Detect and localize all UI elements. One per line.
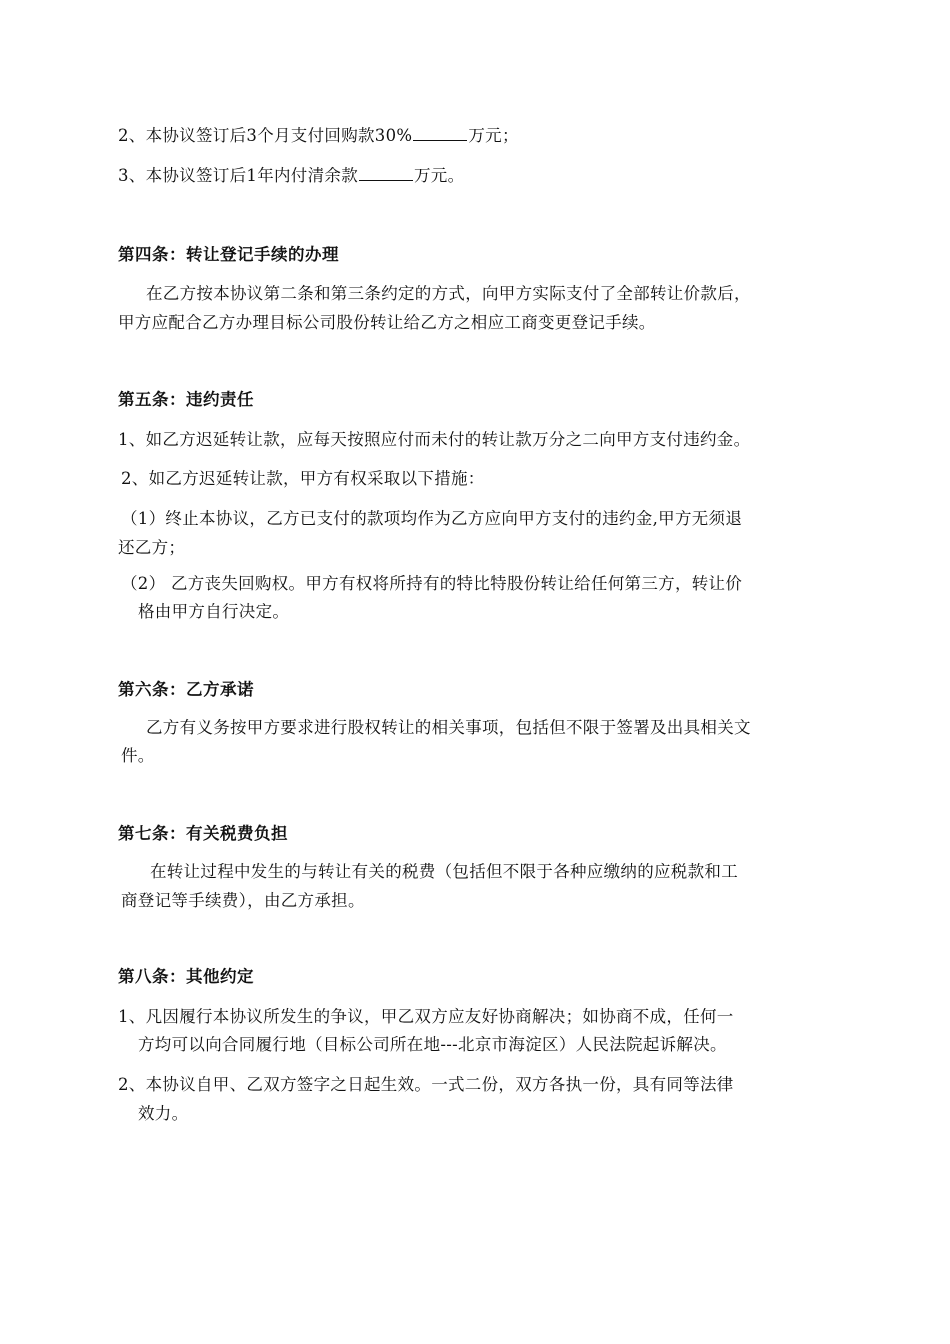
article-5-sub-2-line-2: 格由甲方自行决定。 bbox=[138, 602, 290, 621]
article-8-item-1-line-1: 1、凡因履行本协议所发生的争议，甲乙双方应友好协商解决；如协商不成，任何一 bbox=[118, 1007, 734, 1026]
article-5-heading: 第五条：违约责任 bbox=[118, 390, 254, 409]
payment-item-2-unit: 万元； bbox=[468, 126, 519, 145]
article-6-paragraph-line-2: 件。 bbox=[121, 746, 155, 765]
article-8-item-1-line-2: 方均可以向合同履行地（目标公司所在地---北京市海淀区）人民法院起诉解决。 bbox=[138, 1035, 727, 1054]
article-5-sub-1-line-1: （1）终止本协议，乙方已支付的款项均作为乙方应向甲方支付的违约金,甲方无须退 bbox=[121, 509, 743, 528]
article-5-sub-1-line-2: 还乙方； bbox=[118, 538, 186, 557]
payment-item-3-unit: 万元。 bbox=[414, 166, 465, 185]
article-8-heading: 第八条：其他约定 bbox=[118, 967, 254, 986]
article-6-paragraph-line-1: 乙方有义务按甲方要求进行股权转让的相关事项，包括但不限于签署及出具相关文 bbox=[146, 718, 751, 737]
article-4-heading: 第四条：转让登记手续的办理 bbox=[118, 245, 339, 264]
payment-item-3-text: 3、本协议签订后1年内付清余款 bbox=[118, 166, 358, 185]
article-7-heading: 第七条：有关税费负担 bbox=[118, 824, 288, 843]
payment-item-3 bbox=[118, 166, 838, 186]
article-5-item-2: 2、如乙方迟延转让款，甲方有权采取以下措施： bbox=[121, 469, 485, 488]
payment-item-2 bbox=[118, 126, 838, 146]
article-5-sub-2-line-1: （2） 乙方丧失回购权。甲方有权将所持有的特比特股份转让给任何第三方，转让价 bbox=[121, 574, 743, 593]
article-7-paragraph-line-1: 在转让过程中发生的与转让有关的税费（包括但不限于各种应缴纳的应税款和工 bbox=[150, 862, 738, 881]
article-8-item-2-line-2: 效力。 bbox=[138, 1104, 189, 1123]
payment-item-2-text: 2、本协议签订后3个月支付回购款30% bbox=[118, 126, 413, 145]
article-8-item-2-line-1: 2、本协议自甲、乙双方签字之日起生效。一式二份，双方各执一份，具有同等法律 bbox=[118, 1075, 734, 1094]
article-4-paragraph-line-2: 甲方应配合乙方办理目标公司股份转让给乙方之相应工商变更登记手续。 bbox=[118, 313, 656, 332]
article-5-item-1: 1、如乙方迟延转让款，应每天按照应付而未付的转让款万分之二向甲方支付违约金。 bbox=[118, 430, 751, 449]
article-4-paragraph-line-1: 在乙方按本协议第二条和第三条约定的方式，向甲方实际支付了全部转让价款后， bbox=[146, 284, 751, 303]
amount-blank bbox=[359, 166, 413, 181]
article-6-heading: 第六条：乙方承诺 bbox=[118, 680, 254, 699]
amount-blank bbox=[413, 126, 467, 141]
article-7-paragraph-line-2: 商登记等手续费），由乙方承担。 bbox=[121, 891, 365, 910]
